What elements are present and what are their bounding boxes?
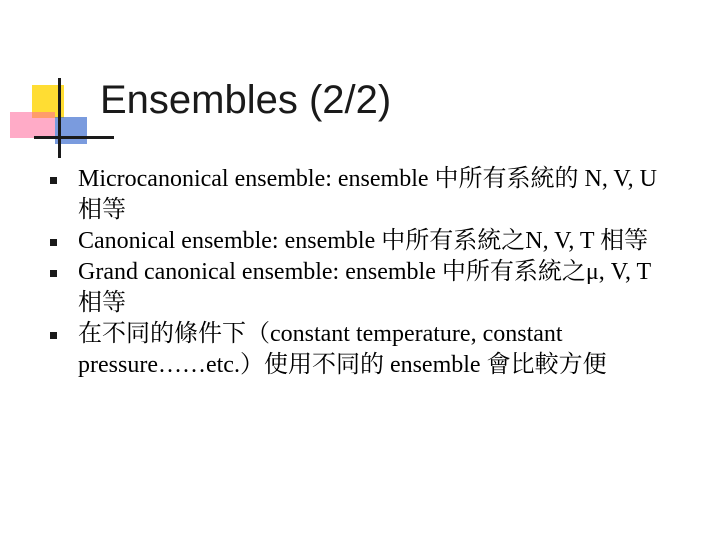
square-bullet-icon	[50, 332, 57, 339]
square-bullet-icon	[50, 270, 57, 277]
bullet-list	[0, 164, 720, 381]
square-bullet-icon	[50, 239, 57, 246]
bullet-item	[0, 319, 720, 381]
bullet-text: Microcanonical ensemble: ensemble 中所有系統的 N, V, U相等	[78, 166, 657, 223]
bullet-item	[0, 164, 720, 226]
bullet-item	[0, 257, 720, 319]
bullet-item	[0, 226, 720, 257]
decor-vertical-line	[58, 78, 61, 158]
decor-pink-rect	[10, 112, 55, 138]
square-bullet-icon	[50, 177, 57, 184]
bullet-text: Canonical ensemble: ensemble 中所有系統之N, V, T 相等	[78, 228, 649, 254]
slide-title: Ensembles (2/2)	[100, 78, 392, 122]
bullet-text: 在不同的條件下（constant temperature, constant pressure……etc.）使用不同的 ensemble 會比較方便	[78, 321, 607, 378]
decor-horizontal-line	[34, 136, 114, 139]
bullet-text: Grand canonical ensemble: ensemble 中所有系統之μ, V, T 相等	[78, 259, 651, 316]
